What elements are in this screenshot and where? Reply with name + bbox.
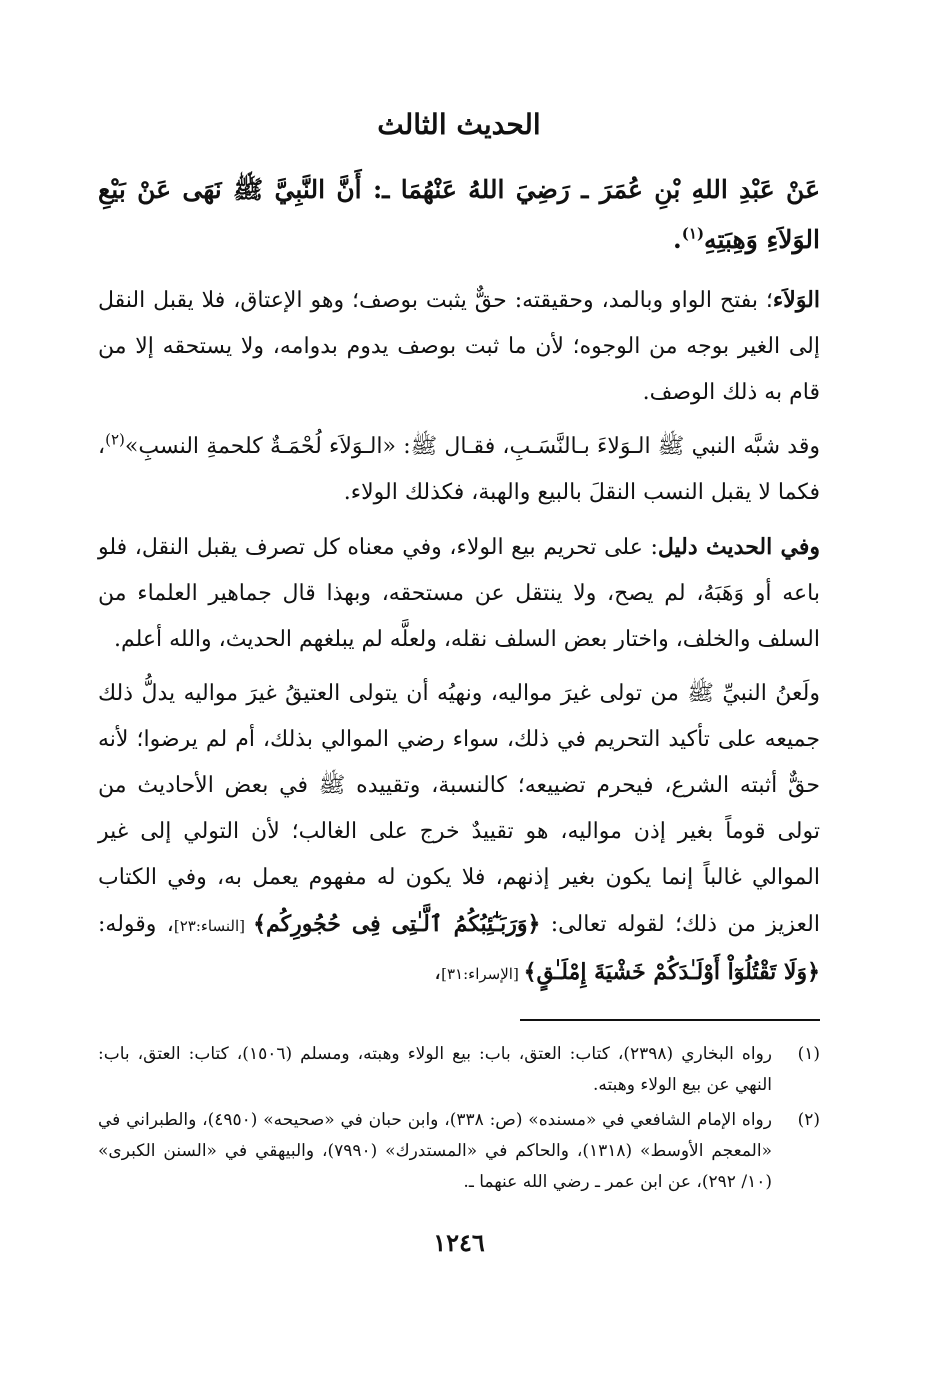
paragraph-body: : على تحريم بيع الولاء، وفي معناه كل تصرف يقبل النقل، فلو باعه أو وَهَبَهُ، لم يصح، ولا ينتقل عن مستحقه، وبهذا قال جماهير العلماء من السلف والخلف، واختار بعض السلف نقله، ولعلَّه لم يبلغهم الحديث، والله أعلم. [98,535,820,652]
page-number: ١٢٤٦ [433,1228,485,1257]
paragraph-body-mid: ، وقوله: [98,912,174,937]
quran-verse: ﴿وَرَبَـٰٓئِبُكُمُ ٱلَّـٰتِى فِى حُجُورِكُم﴾ [253,911,541,937]
footnote-divider [520,1019,820,1021]
hadith-end: . [673,225,682,254]
footnote-text: رواه البخاري (٢٣٩٨)، كتاب: العتق، باب: بيع الولاء وهبته، ومسلم (١٥٠٦)، كتاب: العتق، باب: النهي عن بيع الولاء وهبته. [98,1044,772,1095]
paragraph-evidence [98,524,820,663]
paragraph-end: ، [434,960,442,985]
footnote-2 [98,1105,820,1198]
paragraph-lead: الوَلاَء [772,287,820,313]
section-title: الحديث الثالث [377,108,541,141]
paragraph-body: ولَعنُ النبيِّ ﷺ من تولى غيرَ مواليه، ونهيُه أن يتولى العتيقُ غيرَ مواليه يدلُّ ذلك جميعه على تأكيد التحريم في ذلك، سواء رضي الموالي بذلك، أم لم يرضوا؛ لأنه حقٌّ أثبته الشرع، فيحرم تضييعه؛ كالنسبة، وتقييده ﷺ في بعض الأحاديث من تولى قوماً بغير إذن مواليه، هو تقييدٌ خرج على الغالب؛ لأن التولي إلى غير الموالي غالباً إنما يكون بغير إذنهم، فلا يكون له مفهوم يعمل به، وفي الكتاب العزيز من ذلك؛ لقوله تعالى: [98,681,820,937]
hadith-text [98,165,820,265]
footnote-ref-1: (١) [681,224,705,243]
footnote-1 [98,1039,820,1101]
paragraph-wala-definition [98,277,820,416]
footnote-number: (١) [797,1044,820,1064]
hadith-body: عَنْ عَبْدِ اللهِ بْنِ عُمَرَ ـ رَضِيَ اللهُ عَنْهُمَا ـ: أَنَّ النَّبِيَّ ﷺ نَهَى عَنْ بَيْعِ الوَلاَءِ وَهِبَتِهِ [98,175,820,254]
footnote-ref-2: (٢) [105,430,125,449]
paragraph-lead: وفي الحديث دليل [657,534,821,560]
verse-source: [الإسراء:٣١] [441,965,524,983]
quran-verse: ﴿وَلَا تَقْتُلُوٓاْ أَوْلَـٰدَكُمْ خَشْيَةَ إِمْلَـٰقٍ﴾ [523,959,820,985]
paragraph-body: وقد شبَّه النبي ﷺ الـوَلاءَ بـالنَّسَـبِ، فقـال ﷺ: «الـوَلاَء لُحْمَـةٌ كلحمةِ النسبِ» [124,434,820,459]
paragraph-body-cont: ، فكما لا يقبل النسب النقلَ بالبيع والهبة، فكذلك الولاء. [98,434,820,505]
paragraph-curse [98,671,820,997]
paragraph-body: ؛ بفتح الواو وبالمد، وحقيقته: حقٌّ يثبت بوصف؛ وهو الإعتاق، فلا يقبل النقل إلى الغير بوجه من الوجوه؛ لأن ما ثبت بوصف يدوم بدوامه، ولا يستحقه إلا من قام به ذلك الوصف. [98,288,820,405]
footnote-number: (٢) [797,1110,820,1130]
book-page [98,108,820,1257]
paragraph-wala-lineage [98,424,820,516]
verse-source: [النساء:٢٣] [173,917,254,935]
footnote-text: رواه الإمام الشافعي في «مسنده» (ص: ٣٣٨)، وابن حبان في «صحيحه» (٤٩٥٠)، والطبراني في «المعجم الأوسط» (١٣١٨)، والحاكم في «المستدرك» (٧٩٩٠)، والبيهقي في «السنن الكبرى» (١٠/ ٢٩٢)، عن ابن عمر ـ رضي الله عنهما ـ. [98,1110,772,1192]
